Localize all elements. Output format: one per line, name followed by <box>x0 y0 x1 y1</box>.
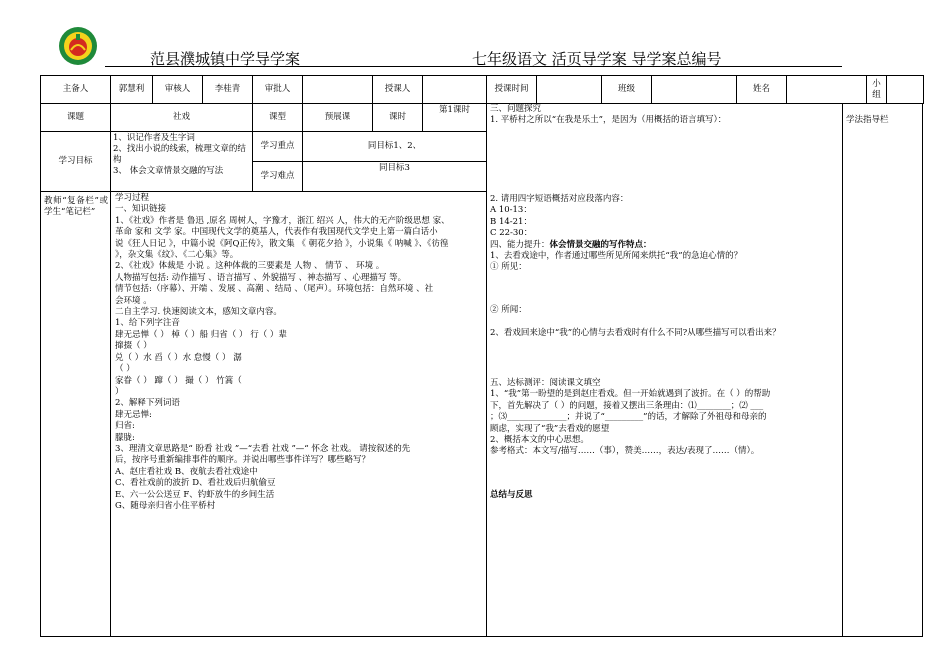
summary-reflection-title: 总结与反思 <box>490 490 533 500</box>
content-line: 会环境 。 <box>115 295 152 306</box>
section-5-line: 顾虑，实现了“我”去看戏的愿望 <box>490 423 610 434</box>
goal-2: 2、找出小说的线索，梳理文章的结构 <box>113 144 246 165</box>
method-guide-column: 学法指导栏 <box>846 115 889 125</box>
topic-label: 课题 <box>41 104 111 132</box>
content-line: ） <box>115 386 124 397</box>
right-body-divider <box>842 103 843 636</box>
period-value: 第1课时 <box>423 104 487 132</box>
goals-label: 学习目标 <box>41 132 111 192</box>
teacher-label: 授课人 <box>373 76 423 104</box>
section-5-line: 2、概括本文的中心思想。 <box>490 435 589 446</box>
section-4-question-1: 1、去看戏途中，作者通过哪些所见所闻来烘托“我”的急迫心情的？ <box>490 251 743 262</box>
content-line: 学习过程 <box>115 193 150 203</box>
section-5-block <box>490 378 840 458</box>
key-label: 学习重点 <box>253 132 303 162</box>
group-value <box>887 76 924 104</box>
q2-item-a: A 10-13： <box>490 205 532 216</box>
preparer-label: 主备人 <box>41 76 111 104</box>
reviewer-label: 审核人 <box>153 76 203 104</box>
difficulty-label: 学习难点 <box>253 162 303 192</box>
section-4-question-2: 2、看戏回来途中“我”的心情与去看戏时有什么不同?从哪些描写可以看出来？ <box>490 328 781 338</box>
name-label: 姓名 <box>737 76 787 104</box>
content-line: 情节包括:（序幕）、开端 、发展 、高潮 、结局 、（尾声）。环境包括：自然环境 、社 <box>115 284 434 295</box>
q2-item-b: B 14-21： <box>490 216 532 227</box>
content-line: 肆无忌惮（ ） 棹（ ）船 归省（ ） 行（ ）辈 <box>115 329 287 340</box>
goals-list <box>111 132 253 192</box>
question-1: 1. 平桥村之所以“在我是乐土”，是因为（用概括的语言填写）： <box>490 115 727 126</box>
content-line: 朦胧: <box>115 432 135 443</box>
content-line: 3、理清文章思路是“ 盼看 社戏 ”—“去看 社戏 ”—“ 怀念 社戏。 请按叙述的先 <box>115 443 411 454</box>
content-line: 说《狂人日记 》，中篇小说《阿Q正传》，散文集 《 朝花夕拾 》，小说集《 呐喊 》、《彷徨 <box>115 238 449 249</box>
question-2: 2. 请用四字短语概括对应段落内容： <box>490 194 629 204</box>
section-4-q2-block <box>490 328 840 339</box>
group-label: 小组 <box>867 76 887 104</box>
section-5-line: ；⑶______________；并说了“_________”的话，才解除了外祖母和母亲的 <box>490 412 767 423</box>
section-5-title: 五、达标测评：阅读课文填空 <box>490 378 601 388</box>
seen-prompt: ① 所见： <box>490 262 527 273</box>
goal-1: 1、识记作者及生字词 <box>113 133 195 143</box>
section-4-prefix: 四、能力提升： <box>490 239 550 250</box>
content-line: 肆无忌惮: <box>115 409 152 420</box>
preparer-name: 郭慧利 <box>111 76 153 104</box>
left-body-divider <box>110 191 111 636</box>
left-info-table <box>40 75 487 192</box>
exercise-section <box>490 104 840 127</box>
section-5-line: 1、“我”第一盼望的是到赵庄看戏。但一开始就遇到了波折。在（ ）的帮助 <box>490 389 771 400</box>
content-line: 后，按序号重新编排事件的顺序。并说出哪些事件详写？哪些略写？ <box>115 455 371 466</box>
content-line: A、赵庄看社戏 B、夜航去看社戏途中 <box>115 466 258 477</box>
header-rule <box>105 66 842 67</box>
subject-title: 七年级语文 活页导学案 导学案总编号 <box>472 50 722 68</box>
school-logo <box>58 26 98 66</box>
learning-process <box>115 193 483 512</box>
content-line: 一、知识链接 <box>115 204 167 215</box>
content-line: 1、给下列字注音 <box>115 318 180 329</box>
content-line: E、六一公公送豆 F、钓虾放牛的乡间生活 <box>115 489 275 500</box>
content-line: （ ） <box>115 364 135 375</box>
section-3-title: 三、问题探究 <box>490 104 542 114</box>
lesson-type-value: 预展课 <box>303 104 373 132</box>
section-5-line: 参考格式：本文写/描写……（事），赞美……，表达/表现了……（情）。 <box>490 446 760 457</box>
reviewer-name: 李桂青 <box>203 76 253 104</box>
section-4-title <box>490 240 840 251</box>
goal-3: 3、 体会文章情景交融的写法 <box>113 166 224 176</box>
topic-value: 社戏 <box>111 104 253 132</box>
content-line: 归省: <box>115 421 135 432</box>
content-line: 兑（ ）水 舀（ ）水 怠慢（ ） 潺 <box>115 352 242 363</box>
teacher-name <box>423 76 487 104</box>
q2-item-c: C 22-30： <box>490 228 533 239</box>
class-time-value <box>537 76 602 104</box>
right-body-frame <box>486 103 923 637</box>
heard-prompt: ② 所闻： <box>490 305 527 315</box>
right-info-table <box>486 75 924 104</box>
key-value: 同目标1、2、 <box>303 132 487 162</box>
content-line: 2、解释下列词语 <box>115 398 180 409</box>
content-line: 家眷（ ） 蹿（ ） 撮（ ） 竹篙（ <box>115 375 242 386</box>
period-label: 课时 <box>373 104 423 132</box>
heard-block <box>490 305 840 316</box>
approver-name <box>303 76 373 104</box>
lesson-type-label: 课型 <box>253 104 303 132</box>
content-line: 革命 家和 文学 家。中国现代文学的奠基人，代表作有我国现代文学史上第一篇白话小 <box>115 227 438 238</box>
approver-label: 审批人 <box>253 76 303 104</box>
class-time-label: 授课时间 <box>487 76 537 104</box>
content-line: 2、《社戏》体裁是 小说 。这种体裁的三要素是 人物 、 情节 、 环境 。 <box>115 261 385 272</box>
teacher-note-column: 教师“复备栏”或学生“笔记栏” <box>44 196 108 218</box>
question-2-block <box>490 194 840 274</box>
content-line: 1、《社戏》作者是 鲁迅 ,原名 周树人，字豫才，浙江 绍兴 人，伟大的无产阶级思想 家、 <box>115 215 450 226</box>
content-line: 二自主学习. 快速阅读文本，感知文章内容。 <box>115 307 282 318</box>
difficulty-value: 同目标3 <box>303 162 487 192</box>
class-label: 班级 <box>602 76 652 104</box>
section-4-focus: 体会情景交融的写作特点： <box>549 239 652 250</box>
content-line: C、看社戏前的波折 D、看社戏后归航偷豆 <box>115 478 276 489</box>
class-value <box>652 76 737 104</box>
section-5-line: 下，首先解决了（ ）的问题，接着又摆出三条理由：⑴________；⑵ ___ <box>490 400 764 411</box>
content-line: 撺掇（ ） <box>115 341 152 352</box>
name-value <box>787 76 867 104</box>
content-line: G、随母亲归省小住平桥村 <box>115 500 216 511</box>
content-line: 人物描写包括: 动作描写 、语言描写 、外貌描写 、神态描写 、心理描写 等。 <box>115 272 407 283</box>
school-title: 范县濮城镇中学导学案 <box>150 50 301 68</box>
content-line: 》，杂文集《纹》、《二心集》等。 <box>115 250 239 261</box>
